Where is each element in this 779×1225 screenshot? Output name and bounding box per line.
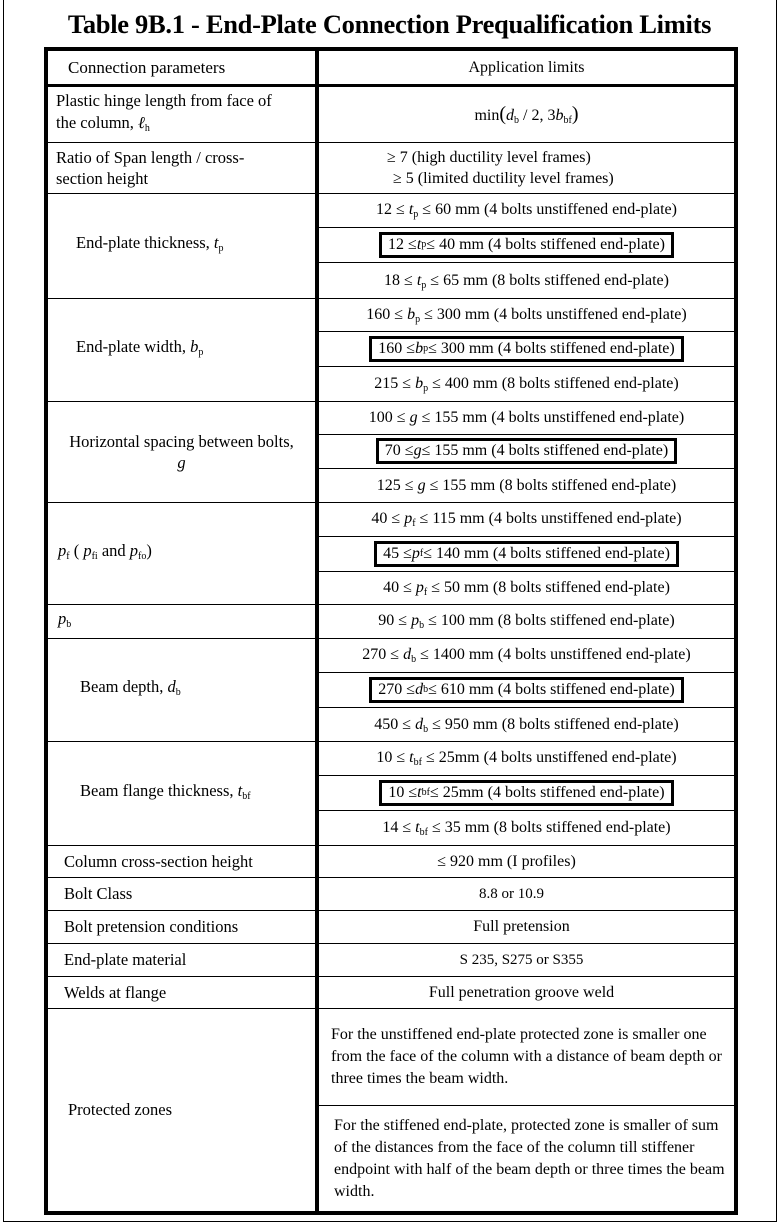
param-text: section height [56, 169, 149, 188]
limit-cell [319, 299, 734, 401]
limit-line: $14 \le t_{bf} \le 35$ mm (8 bolts stiffened end-plate) [382, 819, 671, 838]
limit-line-highlighted [319, 537, 734, 572]
highlight-box: 12 ≤ t p ≤ 40 mm (4 bolts stiffened end-plate) [379, 232, 674, 258]
highlight-box: 10 ≤ t bf ≤ 25mm (4 bolts stiffened end-plate) [379, 780, 673, 806]
table-row-end-plate-material [48, 944, 734, 977]
limit-cell [319, 143, 734, 193]
param-cell [48, 639, 315, 741]
table-row-pf [48, 503, 734, 605]
param-text: Plastic hinge length from face of [56, 90, 272, 110]
limit-line-highlighted [319, 332, 734, 367]
param-text: Beam depth, $d_b$ [80, 677, 181, 698]
param-text: the column, ℓ$_h$ [56, 112, 150, 134]
param-text: Ratio of Span length / cross- [56, 148, 245, 167]
highlight-box: 270 ≤ d b ≤ 610 mm (4 bolts stiffened end-plate) [369, 677, 683, 703]
limit-cell [319, 605, 734, 638]
table-row-protected-zones [48, 1009, 734, 1211]
param-symbol: g [177, 453, 186, 472]
limit-cell [319, 503, 734, 604]
table-row-end-plate-thickness [48, 194, 734, 299]
limit-cell [319, 639, 734, 741]
table-row-welds-at-flange [48, 977, 734, 1009]
highlight-box: 160 ≤ b p ≤ 300 mm (4 bolts stiffened end-plate) [369, 336, 683, 362]
highlight-box: 45 ≤ p f ≤ 140 mm (4 bolts stiffened end-plate) [374, 541, 679, 567]
limit-line: $160 \le b_p \le 300$ mm (4 bolts unstiffened end-plate) [319, 299, 734, 332]
param-cell [48, 742, 315, 845]
param-text: $p_f$ ( $p_{fi}$ and $p_{fo}$) [58, 540, 152, 562]
limit-cell [319, 194, 734, 298]
table-row-horizontal-spacing [48, 402, 734, 503]
param-text: $p_b$ [58, 608, 72, 630]
param-cell: Bolt Class [64, 884, 133, 903]
header-connection-parameters: Connection parameters [68, 57, 226, 77]
param-cell [48, 503, 315, 604]
limit-text: ≥ 5 (limited ductility level frames) [393, 170, 614, 187]
protected-zone-unstiffened: For the unstiffened end-plate protected zone is smaller one from the face of the column with a distance of beam depth or three times the beam width. [319, 1009, 734, 1106]
table-row-plastic-hinge [48, 87, 734, 143]
table-row-end-plate-width [48, 299, 734, 402]
limit-cell: 8.8 or 10.9 [479, 885, 544, 902]
param-cell: Protected zones [68, 1100, 173, 1119]
table-row-beam-depth [48, 639, 734, 742]
limit-line-highlighted [319, 776, 734, 811]
param-text: Horizontal spacing between bolts, [69, 432, 294, 451]
param-cell [48, 299, 315, 401]
limit-text: ≥ 7 (high ductility level frames) [387, 149, 591, 166]
table-header-row [48, 51, 734, 87]
limit-cell: Full pretension [473, 918, 570, 935]
limit-cell [319, 742, 734, 845]
limit-line: $450 \le d_b \le 950$ mm (8 bolts stiffened end-plate) [374, 715, 679, 735]
limit-line-highlighted [319, 228, 734, 263]
limit-line-highlighted [319, 435, 734, 469]
limit-line: 125 ≤ g ≤ 155 mm (8 bolts stiffened end-plate) [376, 477, 677, 494]
param-text: Beam flange thickness, $t_{bf}$ [80, 780, 251, 802]
table-row-span-ratio [48, 143, 734, 194]
header-application-limits: Application limits [468, 58, 585, 76]
limit-cell: Full penetration groove weld [428, 983, 615, 1001]
param-text: End-plate width, $b_p$ [76, 337, 204, 358]
param-cell [48, 605, 315, 638]
prequalification-limits-table [44, 47, 738, 1215]
limit-formula: $\min(d_b / 2$, $3b_{bf}$) [474, 103, 579, 126]
limit-line: $18 \le t_p \le 65$ mm (8 bolts stiffened end-plate) [384, 271, 669, 291]
param-cell: Welds at flange [64, 982, 167, 1002]
param-cell [48, 402, 315, 502]
limit-line: $40 \le p_f \le 115$ mm (4 bolts unstiffened end-plate) [319, 503, 734, 537]
param-cell [48, 87, 315, 142]
limit-line: $215 \le b_p \le 400$ mm (8 bolts stiffened end-plate) [374, 375, 679, 394]
highlight-box: 70 ≤ g ≤ 155 mm (4 bolts stiffened end-plate) [376, 438, 677, 464]
param-cell: Bolt pretension conditions [64, 917, 239, 936]
limit-cell [319, 1009, 734, 1211]
param-text: End-plate thickness, $t_p$ [76, 233, 224, 254]
limit-cell: ≤ 920 mm (I profiles) [437, 852, 576, 870]
limit-line: $40 \le p_f \le 50$ mm (8 bolts stiffened end-plate) [383, 579, 670, 598]
table-row-beam-flange-thickness [48, 742, 734, 846]
table-row-column-height [48, 846, 734, 878]
limit-cell [319, 402, 734, 502]
param-cell: Column cross-section height [64, 851, 253, 871]
table-row-pb [48, 605, 734, 639]
limit-line: 100 ≤ g ≤ 155 mm (4 bolts unstiffened end-plate) [319, 402, 734, 435]
table-row-bolt-class [48, 878, 734, 911]
protected-zone-stiffened: For the stiffened end-plate, protected zone is smaller of sum of the distances from the face of the column till stiffener endpoint with half of the beam depth or three times the beam width. [334, 1116, 725, 1200]
limit-line: $12 \le t_p \le 60$ mm (4 bolts unstiffened end-plate) [319, 194, 734, 228]
limit-cell: S 235, S275 or S355 [459, 951, 584, 968]
table-title: Table 9B.1 - End-Plate Connection Prequalification Limits [67, 9, 712, 39]
param-cell [48, 194, 315, 298]
limit-line-highlighted [319, 673, 734, 708]
param-cell [48, 143, 315, 193]
limit-line: $10 \le t_{bf} \le 25mm$ (4 bolts unstiffened end-plate) [319, 742, 734, 776]
param-cell: End-plate material [64, 950, 187, 969]
table-row-bolt-pretension [48, 911, 734, 944]
limit-cell [319, 87, 734, 142]
limit-text: $90 \le p_b \le 100$ mm (8 bolts stiffened end-plate) [378, 612, 675, 631]
limit-line: $270 \le d_b \le 1400$ mm (4 bolts unstiffened end-plate) [319, 639, 734, 673]
